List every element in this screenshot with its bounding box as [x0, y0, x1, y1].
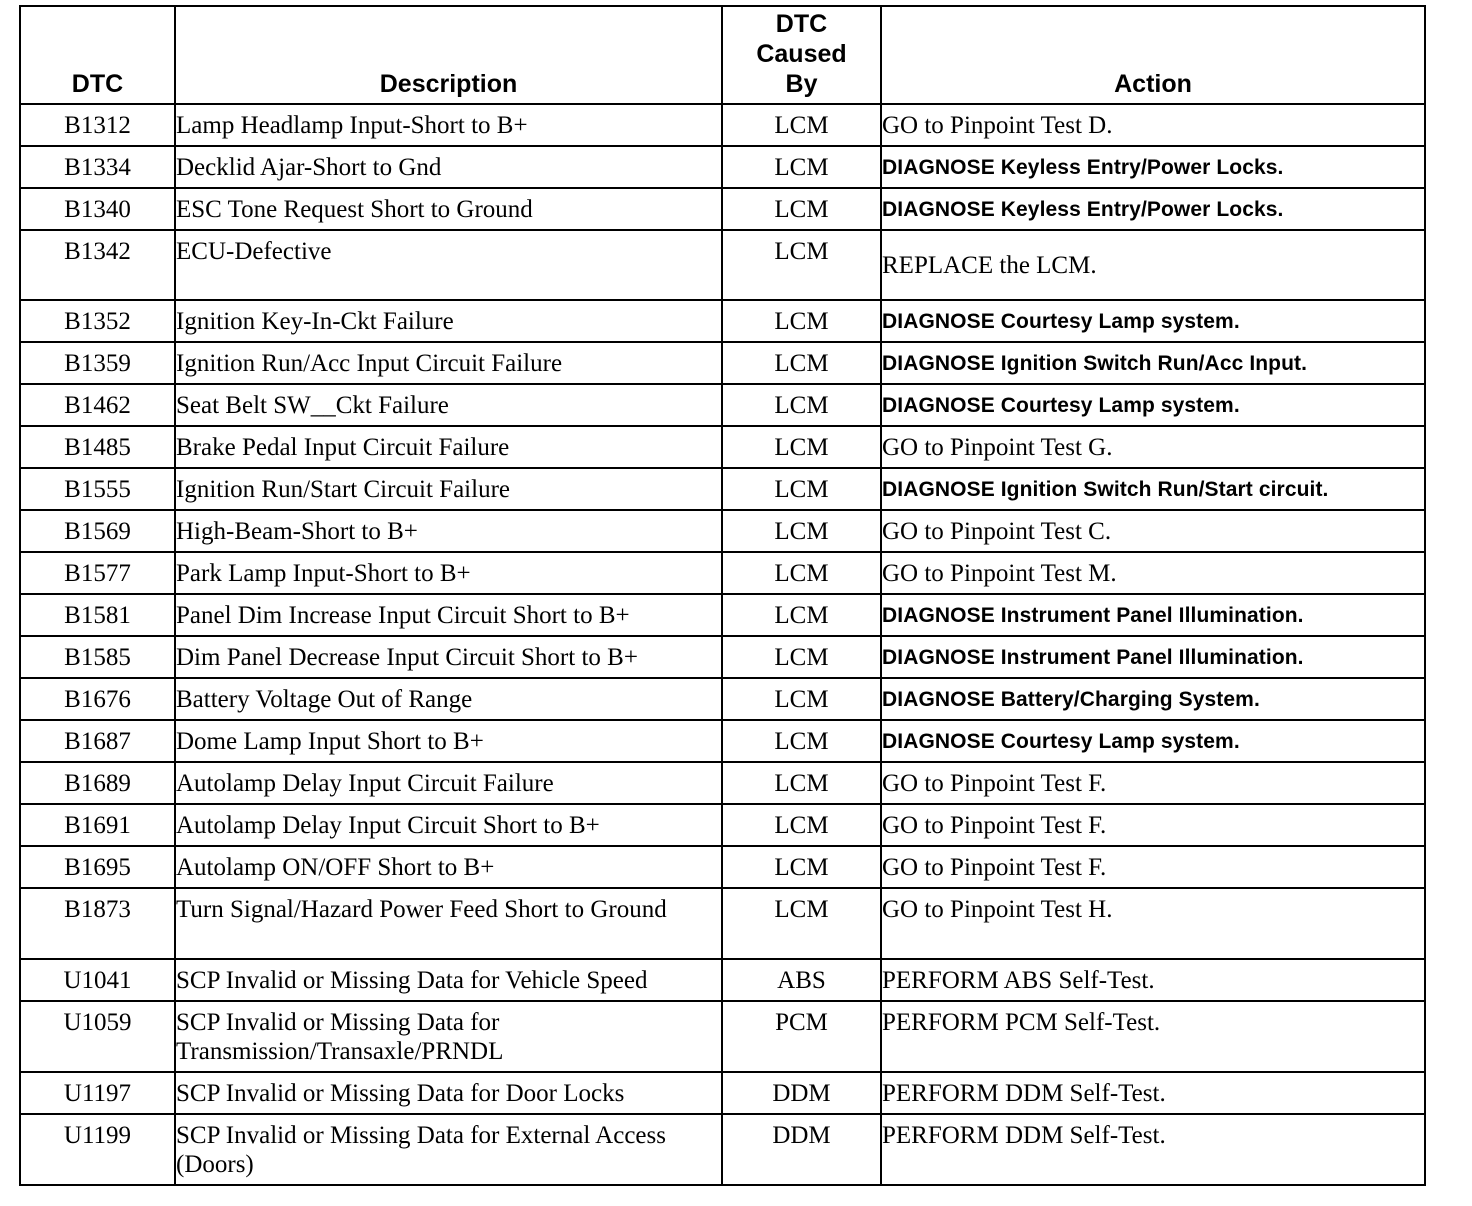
table-row	[20, 552, 1425, 594]
caused-by: DDM	[722, 1072, 881, 1114]
action: GO to Pinpoint Test H.	[881, 888, 1425, 959]
description: ECU-Defective	[175, 230, 722, 300]
caused-by: LCM	[722, 300, 881, 342]
description: Ignition Run/Acc Input Circuit Failure	[175, 342, 722, 384]
dtc-code: B1340	[20, 188, 175, 230]
dtc-code: U1059	[20, 1001, 175, 1072]
dtc-code: U1197	[20, 1072, 175, 1114]
table-row	[20, 1001, 1425, 1072]
caused-by: LCM	[722, 146, 881, 188]
dtc-code: B1873	[20, 888, 175, 959]
caused-by: LCM	[722, 468, 881, 510]
description: Autolamp Delay Input Circuit Failure	[175, 762, 722, 804]
action: DIAGNOSE Courtesy Lamp system.	[881, 720, 1425, 762]
table-row	[20, 804, 1425, 846]
table-row	[20, 1072, 1425, 1114]
table-body	[20, 104, 1425, 1185]
caused-by: LCM	[722, 384, 881, 426]
table-row	[20, 426, 1425, 468]
dtc-code: B1581	[20, 594, 175, 636]
caused-by: LCM	[722, 720, 881, 762]
description: SCP Invalid or Missing Data for Vehicle Speed	[175, 959, 722, 1001]
caused-by: LCM	[722, 678, 881, 720]
header-action: Action	[881, 6, 1425, 104]
action: REPLACE the LCM.	[881, 230, 1425, 300]
dtc-code: B1577	[20, 552, 175, 594]
description: SCP Invalid or Missing Data for External Access (Doors)	[175, 1114, 722, 1185]
table-header	[20, 6, 1425, 104]
caused-by: LCM	[722, 510, 881, 552]
table-row	[20, 510, 1425, 552]
description: Seat Belt SW__Ckt Failure	[175, 384, 722, 426]
dtc-code: B1585	[20, 636, 175, 678]
table-row	[20, 678, 1425, 720]
action: PERFORM PCM Self-Test.	[881, 1001, 1425, 1072]
dtc-code: B1342	[20, 230, 175, 300]
header-caused-by	[722, 6, 881, 104]
caused-by: LCM	[722, 888, 881, 959]
caused-by: LCM	[722, 846, 881, 888]
caused-by: LCM	[722, 804, 881, 846]
table-row	[20, 342, 1425, 384]
caused-by: LCM	[722, 426, 881, 468]
action: GO to Pinpoint Test F.	[881, 762, 1425, 804]
table-row	[20, 468, 1425, 510]
table-row	[20, 720, 1425, 762]
caused-by: LCM	[722, 230, 881, 300]
table-row	[20, 1114, 1425, 1185]
action: GO to Pinpoint Test M.	[881, 552, 1425, 594]
action: GO to Pinpoint Test G.	[881, 426, 1425, 468]
description: SCP Invalid or Missing Data for Door Locks	[175, 1072, 722, 1114]
description: SCP Invalid or Missing Data for Transmission/Transaxle/PRNDL	[175, 1001, 722, 1072]
action: PERFORM ABS Self-Test.	[881, 959, 1425, 1001]
action: DIAGNOSE Courtesy Lamp system.	[881, 384, 1425, 426]
table-row	[20, 846, 1425, 888]
header-row	[20, 6, 1425, 104]
caused-by: ABS	[722, 959, 881, 1001]
description: Dim Panel Decrease Input Circuit Short to B+	[175, 636, 722, 678]
description: Autolamp ON/OFF Short to B+	[175, 846, 722, 888]
caused-by: LCM	[722, 762, 881, 804]
description: Decklid Ajar-Short to Gnd	[175, 146, 722, 188]
header-description: Description	[175, 6, 722, 104]
table-row	[20, 104, 1425, 146]
description: Ignition Run/Start Circuit Failure	[175, 468, 722, 510]
table-row	[20, 188, 1425, 230]
dtc-code: B1462	[20, 384, 175, 426]
description: Ignition Key-In-Ckt Failure	[175, 300, 722, 342]
description: Battery Voltage Out of Range	[175, 678, 722, 720]
dtc-table	[19, 5, 1426, 1186]
description: Lamp Headlamp Input-Short to B+	[175, 104, 722, 146]
table-row	[20, 959, 1425, 1001]
table-row	[20, 384, 1425, 426]
action: DIAGNOSE Ignition Switch Run/Acc Input.	[881, 342, 1425, 384]
header-caused-by-line2: Caused	[756, 40, 847, 68]
dtc-code: B1689	[20, 762, 175, 804]
description: Dome Lamp Input Short to B+	[175, 720, 722, 762]
table-row	[20, 300, 1425, 342]
caused-by: LCM	[722, 552, 881, 594]
action: DIAGNOSE Keyless Entry/Power Locks.	[881, 188, 1425, 230]
caused-by: DDM	[722, 1114, 881, 1185]
description: High-Beam-Short to B+	[175, 510, 722, 552]
dtc-code: B1352	[20, 300, 175, 342]
description: Autolamp Delay Input Circuit Short to B+	[175, 804, 722, 846]
action: DIAGNOSE Battery/Charging System.	[881, 678, 1425, 720]
description: ESC Tone Request Short to Ground	[175, 188, 722, 230]
description: Brake Pedal Input Circuit Failure	[175, 426, 722, 468]
table-row	[20, 636, 1425, 678]
table-row	[20, 888, 1425, 959]
dtc-code: B1359	[20, 342, 175, 384]
dtc-code: B1691	[20, 804, 175, 846]
description: Turn Signal/Hazard Power Feed Short to Ground	[175, 888, 722, 959]
action: GO to Pinpoint Test F.	[881, 804, 1425, 846]
dtc-code: B1569	[20, 510, 175, 552]
caused-by: LCM	[722, 594, 881, 636]
action: DIAGNOSE Instrument Panel Illumination.	[881, 594, 1425, 636]
header-dtc: DTC	[20, 6, 175, 104]
dtc-code: B1687	[20, 720, 175, 762]
dtc-code: U1199	[20, 1114, 175, 1185]
action: DIAGNOSE Courtesy Lamp system.	[881, 300, 1425, 342]
header-caused-by-line3: By	[785, 70, 818, 98]
dtc-code: B1695	[20, 846, 175, 888]
action: PERFORM DDM Self-Test.	[881, 1114, 1425, 1185]
caused-by: LCM	[722, 342, 881, 384]
dtc-code: B1334	[20, 146, 175, 188]
table-row	[20, 762, 1425, 804]
action: DIAGNOSE Ignition Switch Run/Start circuit.	[881, 468, 1425, 510]
caused-by: LCM	[722, 188, 881, 230]
header-caused-by-line1: DTC	[775, 10, 828, 38]
description: Park Lamp Input-Short to B+	[175, 552, 722, 594]
caused-by: LCM	[722, 636, 881, 678]
caused-by: LCM	[722, 104, 881, 146]
description: Panel Dim Increase Input Circuit Short to B+	[175, 594, 722, 636]
caused-by: PCM	[722, 1001, 881, 1072]
table-row	[20, 146, 1425, 188]
table-row	[20, 594, 1425, 636]
dtc-code: B1485	[20, 426, 175, 468]
action: GO to Pinpoint Test C.	[881, 510, 1425, 552]
action: GO to Pinpoint Test D.	[881, 104, 1425, 146]
action: PERFORM DDM Self-Test.	[881, 1072, 1425, 1114]
dtc-code: B1312	[20, 104, 175, 146]
action: DIAGNOSE Instrument Panel Illumination.	[881, 636, 1425, 678]
table-row	[20, 230, 1425, 300]
dtc-code: B1676	[20, 678, 175, 720]
dtc-code: B1555	[20, 468, 175, 510]
dtc-code: U1041	[20, 959, 175, 1001]
action: DIAGNOSE Keyless Entry/Power Locks.	[881, 146, 1425, 188]
action: GO to Pinpoint Test F.	[881, 846, 1425, 888]
